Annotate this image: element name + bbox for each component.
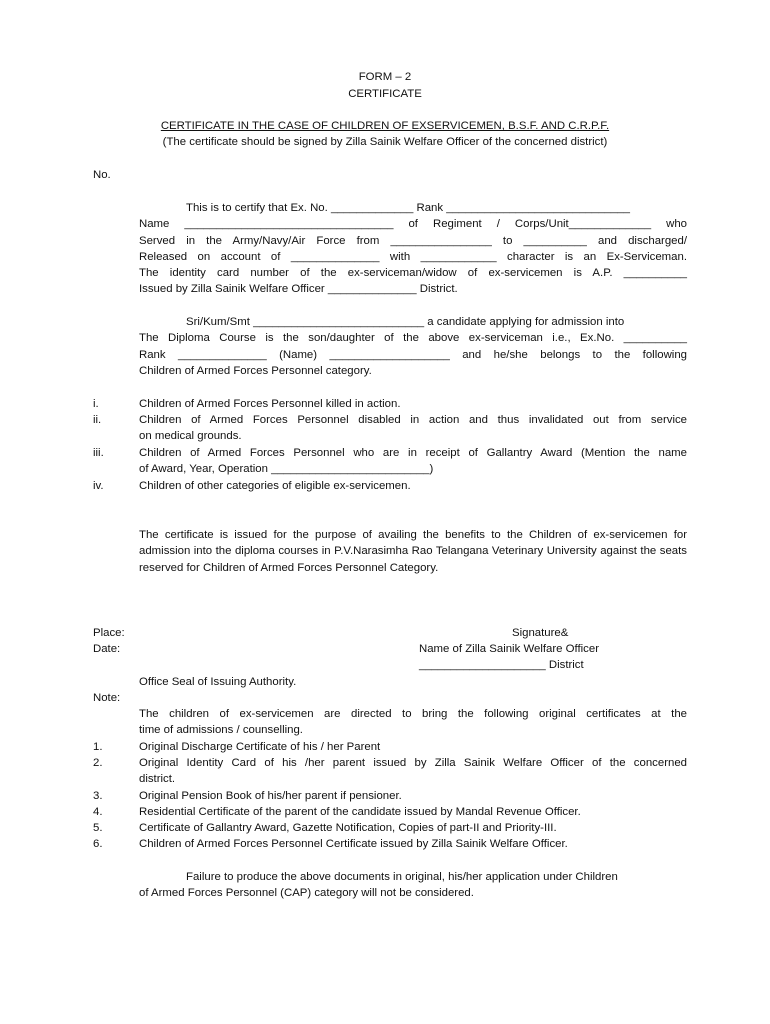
note-text: Original Identity Card of his /her parent issued by Zilla Sainik Welfare Officer of the concerned [139,757,687,769]
note-text: Original Pension Book of his/her parent if pensioner. [139,790,402,802]
para1-line: Released on account of ______________ with ____________ character is an Ex-Serviceman. [139,250,687,263]
para1-line: The identity card number of the ex-serviceman/widow of ex-servicemen is A.P. __________ [139,267,687,280]
category-text: Children of Armed Forces Personnel who are in receipt of Gallantry Award (Mention the name [139,447,687,459]
para1-line: Issued by Zilla Sainik Welfare Officer ______________ District. [139,283,458,296]
office-seal-label: Office Seal of Issuing Authority. [139,676,297,688]
note-marker: 2. [93,757,103,769]
district-line: ____________________ District [419,659,584,671]
category-marker: ii. [93,414,102,426]
certification-paragraph [139,200,687,298]
closing-line: of Armed Forces Personnel (CAP) category will not be considered. [139,887,474,900]
note-text: Children of Armed Forces Personnel Certificate issued by Zilla Sainik Welfare Officer. [139,838,568,850]
note-label: Note: [93,692,121,704]
closing-paragraph [139,869,687,902]
date-label: Date: [93,643,121,655]
category-text: Children of other categories of eligible ex-servicemen. [139,480,411,492]
note-text: Residential Certificate of the parent of the candidate issued by Mandal Revenue Officer. [139,806,581,818]
category-text: Children of Armed Forces Personnel disabled in action and thus invalidated out from service [139,414,687,426]
category-marker: iv. [93,480,104,492]
para2-line: Sri/Kum/Smt ___________________________ a candidate applying for admission into [186,316,625,328]
para2-line: Children of Armed Forces Personnel category. [139,364,372,377]
officer-name-line: Name of Zilla Sainik Welfare Officer [419,643,599,655]
para2-line: Rank ______________ (Name) ___________________ and he/she belongs to the following [139,348,687,361]
note-marker: 3. [93,790,103,802]
para1-line: Name _________________________________ of Regiment / Corps/Unit_____________ who [139,218,687,231]
candidate-paragraph [139,314,687,379]
certificate-subheading: (The certificate should be signed by Zilla Sainik Welfare Officer of the concerned district) [162,136,608,148]
purpose-paragraph: The certificate is issued for the purpose of availing the benefits to the Children of ex-servicemen for admission into the diploma courses in P.V.Narasimha Rao Telangana Veterinary University against the seats reserved for Children of Armed Forces Personnel Category. [139,529,687,574]
form-number: FORM – 2 [358,71,412,83]
category-text: Children of Armed Forces Personnel killed in action. [139,398,401,410]
para1-line: Served in the Army/Navy/Air Force from ________________ to __________ and discharged/ [139,234,687,247]
number-label: No. [93,169,111,181]
note-marker: 4. [93,806,103,818]
para1-line: This is to certify that Ex. No. _____________ Rank _____________________________ [186,202,630,214]
note-marker: 1. [93,741,103,753]
note-text: district. [139,773,176,786]
category-marker: i. [93,398,99,410]
note-marker: 5. [93,822,103,834]
place-label: Place: [93,627,125,639]
note-intro-line: time of admissions / counselling. [139,724,303,737]
note-text: Original Discharge Certificate of his / her Parent [139,741,381,753]
form-title: CERTIFICATE [348,88,422,100]
para2-line: The Diploma Course is the son/daughter of the above ex-serviceman i.e., Ex.No. __________ [139,332,687,345]
signature-label: Signature& [512,627,569,639]
note-intro-line: The children of ex-servicemen are directed to bring the following original certificates at the [139,708,687,720]
closing-line: Failure to produce the above documents in original, his/her application under Children [186,871,618,883]
note-intro [139,706,687,739]
category-text: of Award, Year, Operation _________________________) [139,463,434,476]
certificate-heading: CERTIFICATE IN THE CASE OF CHILDREN OF EXSERVICEMEN, B.S.F. AND C.R.P.F. [160,120,610,132]
category-marker: iii. [93,447,104,459]
note-text: Certificate of Gallantry Award, Gazette Notification, Copies of part-II and Priority-III. [139,822,557,834]
note-marker: 6. [93,838,103,850]
category-text: on medical grounds. [139,430,242,443]
